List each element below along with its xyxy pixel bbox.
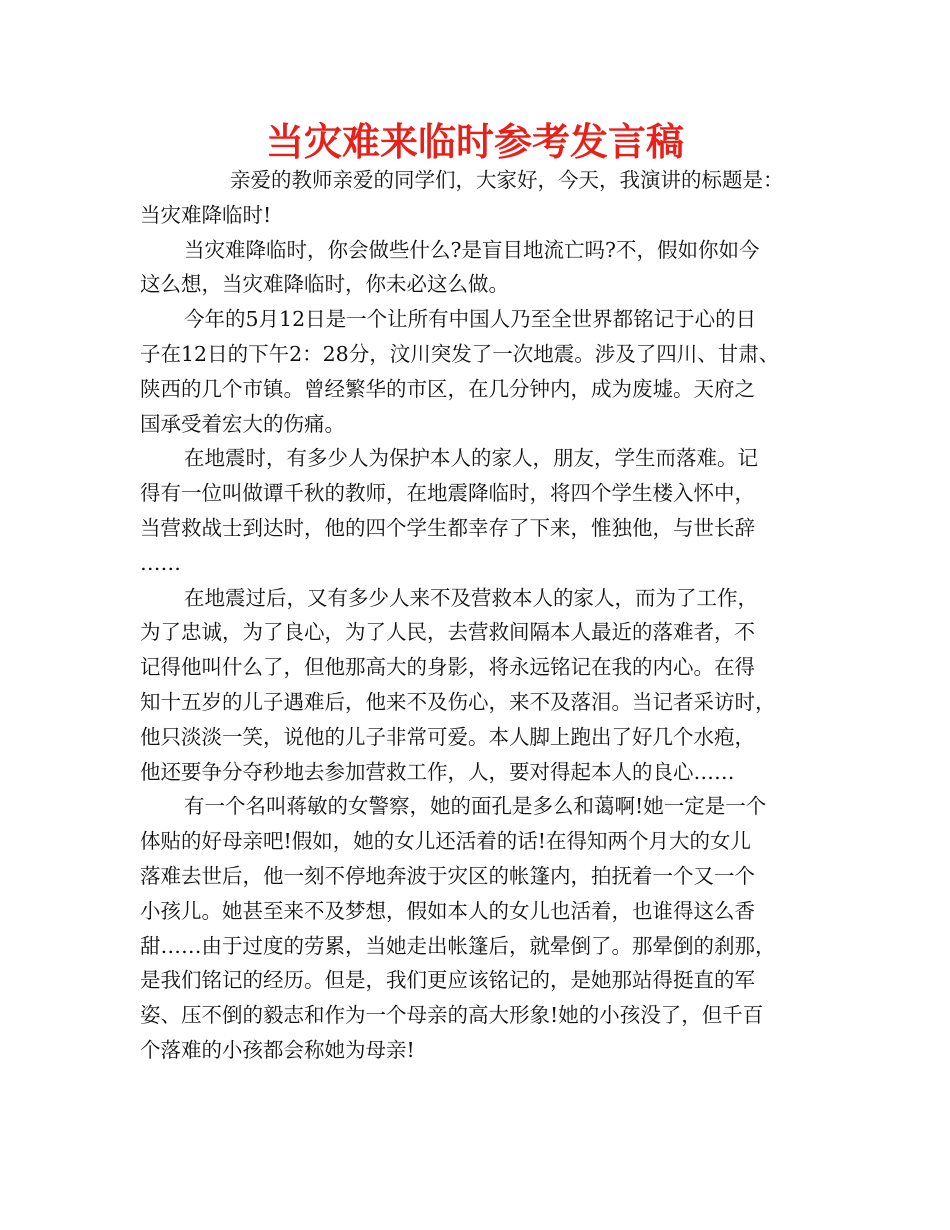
paragraph-line: 国承受着宏大的伤痛。 <box>140 411 345 436</box>
paragraph-line: 他只淡淡一笑，说他的儿子非常可爱。本人脚上跑出了好几个水疱， <box>140 724 755 749</box>
document-body <box>140 163 820 1068</box>
paragraph-line: 他还要争分夺秒地去参加营救工作，人，要对得起本人的良心…… <box>140 759 735 784</box>
paragraph-line: 当灾难降临时! <box>140 202 272 227</box>
paragraph-line: 小孩儿。她甚至来不及梦想，假如本人的女儿也活着，也谁得这么香 <box>140 898 755 923</box>
paragraph-line: 体贴的好母亲吧!假如，她的女儿还活着的话!在得知两个月大的女儿 <box>140 829 751 854</box>
paragraph-line: 得有一位叫做谭千秋的教师，在地震降临时，将四个学生楼入怀中， <box>140 481 755 506</box>
paragraph-line: 陕西的几个市镇。曾经繁华的市区，在几分钟内，成为废墟。天府之 <box>140 376 755 401</box>
document-title: 当灾难来临时参考发言稿 <box>265 120 684 164</box>
paragraph-line: 知十五岁的儿子遇难后，他来不及伤心，来不及落泪。当记者采访时， <box>140 689 776 714</box>
paragraph-earthquake <box>140 302 820 441</box>
paragraph-teacher <box>140 441 820 580</box>
paragraph-question <box>140 233 820 303</box>
paragraph-line: 在地震过后，又有多少人来不及营救本人的家人，而为了工作， <box>184 585 758 610</box>
paragraph-line: 为了忠诚，为了良心，为了人民，去营救间隔本人最近的落难者，不 <box>140 620 755 645</box>
paragraph-line: 当营救战士到达时，他的四个学生都幸存了下来，惟独他，与世长辞 <box>140 515 755 540</box>
paragraph-line: 在地震时，有多少人为保护本人的家人，朋友，学生而落难。记 <box>184 446 758 471</box>
paragraph-line: 今年的5月12日是一个让所有中国人乃至全世界都铭记于心的日 <box>184 307 757 332</box>
paragraph-greeting <box>140 163 820 233</box>
paragraph-rescuer <box>140 581 820 790</box>
paragraph-line: 是我们铭记的经历。但是，我们更应该铭记的，是她那站得挺直的军 <box>140 968 755 993</box>
paragraph-line: 子在12日的下午2：28分，汶川突发了一次地震。涉及了四川、甘肃、 <box>140 341 780 366</box>
paragraph-line: 记得他叫什么了，但他那高大的身影，将永远铭记在我的内心。在得 <box>140 655 755 680</box>
paragraph-line: 亲爱的教师亲爱的同学们，大家好，今天，我演讲的标题是： <box>230 168 784 192</box>
paragraph-line: 落难去世后，他一刻不停地奔波于灾区的帐篷内，拍抚着一个又一个 <box>140 863 755 888</box>
paragraph-line: …… <box>140 550 181 575</box>
paragraph-line: 这么想，当灾难降临时，你未必这么做。 <box>140 272 509 297</box>
paragraph-line: 当灾难降临时，你会做些什么?是盲目地流亡吗?不，假如你如今 <box>184 237 760 262</box>
paragraph-line: 甜……由于过度的劳累，当她走出帐篷后，就晕倒了。那晕倒的刹那， <box>140 933 776 958</box>
paragraph-line: 有一个名叫蒋敏的女警察，她的面孔是多么和蔼啊!她一定是一个 <box>184 794 767 819</box>
paragraph-line: 姿、压不倒的毅志和作为一个母亲的高大形象!她的小孩没了，但千百 <box>140 1003 764 1028</box>
paragraph-line: 个落难的小孩都会称她为母亲! <box>140 1037 415 1062</box>
paragraph-policewoman <box>140 789 820 1067</box>
